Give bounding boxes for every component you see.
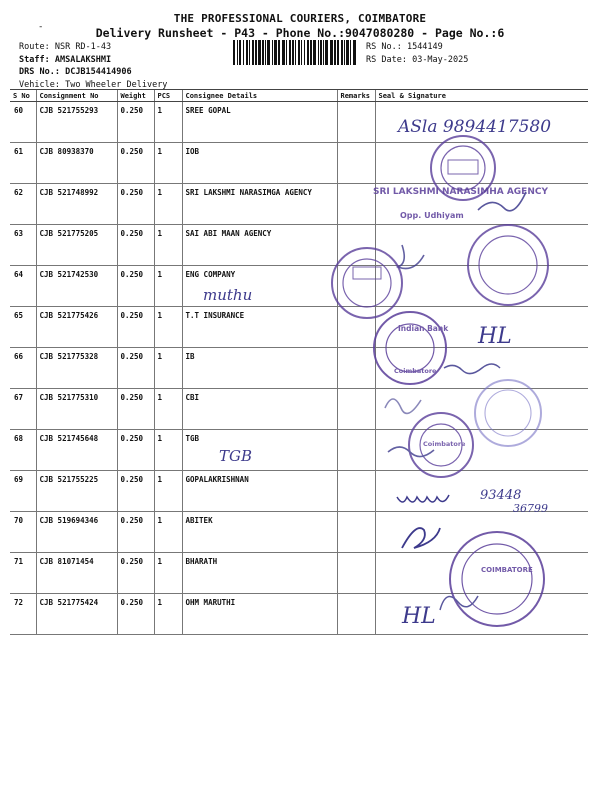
cell-remarks: [337, 389, 375, 430]
cell-weight: 0.250: [117, 266, 154, 307]
cell-sno: 62: [10, 184, 36, 225]
cell-weight: 0.250: [117, 594, 154, 635]
barcode-bar: [304, 40, 305, 65]
cell-consignee: ENG COMPANY: [182, 266, 337, 307]
cell-consignee: ABITEK: [182, 512, 337, 553]
barcode-bar: [325, 40, 328, 65]
table-row: [10, 348, 588, 389]
barcode-bar: [267, 40, 270, 65]
barcode-bar: [353, 40, 356, 65]
header-dash: -: [38, 22, 44, 32]
col-header-seal: Seal & Signature: [375, 90, 588, 102]
stamp62-address: Opp. Udhiyam: [400, 211, 464, 220]
cell-sno: 67: [10, 389, 36, 430]
cell-consignee: SREE GOPAL: [182, 102, 337, 143]
table-body: [10, 102, 588, 635]
cell-seal: [375, 553, 588, 594]
cell-remarks: [337, 348, 375, 389]
cell-weight: 0.250: [117, 553, 154, 594]
table-header-row: [10, 90, 588, 102]
cell-weight: 0.250: [117, 512, 154, 553]
cell-consignment: CJB 521775424: [36, 594, 117, 635]
stamp62-title: SRI LAKSHMI NARASIMHA AGENCY: [373, 187, 548, 197]
cell-pcs: 1: [154, 102, 182, 143]
rs-date-line: [366, 54, 468, 67]
vehicle-label: Vehicle:: [19, 79, 60, 90]
cell-pcs: 1: [154, 512, 182, 553]
table-row: [10, 184, 588, 225]
cell-seal: [375, 184, 588, 225]
cell-consignee: SAI ABI MAAN AGENCY: [182, 225, 337, 266]
table-row: [10, 389, 588, 430]
rs-no-label: RS No.:: [366, 42, 402, 52]
signature-row72: HL: [402, 604, 436, 629]
cell-pcs: 1: [154, 348, 182, 389]
barcode-bar: [310, 40, 312, 65]
cell-consignment: CJB 521775328: [36, 348, 117, 389]
cell-sno: 72: [10, 594, 36, 635]
barcode-bar: [286, 40, 287, 65]
cell-pcs: 1: [154, 225, 182, 266]
table-row: [10, 594, 588, 635]
barcode-bar: [350, 40, 351, 65]
cell-consignee: IOB: [182, 143, 337, 184]
cell-remarks: [337, 102, 375, 143]
runsheet-subtitle: Delivery Runsheet - P43 - Phone No.:9047080280 - Page No.:6: [95, 26, 505, 40]
cell-consignee: TGB: [182, 430, 337, 471]
barcode-bar: [346, 40, 349, 65]
cell-seal: [375, 143, 588, 184]
barcode-bar: [233, 40, 235, 65]
cell-sno: 68: [10, 430, 36, 471]
barcode-bar: [249, 40, 250, 65]
staff-label: Staff:: [19, 54, 50, 65]
col-header-weight: Weight: [117, 90, 154, 102]
cell-consignment: CJB 521745648: [36, 430, 117, 471]
cell-sno: 60: [10, 102, 36, 143]
cell-seal: [375, 307, 588, 348]
cell-sno: 64: [10, 266, 36, 307]
staff-line: [19, 54, 167, 67]
cell-weight: 0.250: [117, 389, 154, 430]
cell-seal: [375, 471, 588, 512]
handwriting-row64: muthu: [203, 286, 253, 304]
barcode-bar: [282, 40, 285, 65]
staff-value: AMSALAKSHMI: [54, 54, 112, 65]
stamp66-city: Coimbatore: [394, 367, 437, 375]
barcode-bar: [307, 40, 309, 65]
runsheet-header: [0, 0, 600, 92]
drs-value: DCJB154414906: [65, 67, 132, 77]
drs-label: DRS No.:: [19, 67, 60, 77]
barcode-bar: [289, 40, 291, 65]
table-row: [10, 225, 588, 266]
company-title: THE PROFESSIONAL COURIERS, COIMBATORE: [173, 12, 427, 25]
barcode-bar: [265, 40, 266, 65]
rs-date-label: RS Date:: [366, 54, 407, 65]
runsheet-meta-right: [366, 41, 468, 66]
barcode-bar: [337, 40, 339, 65]
cell-seal: [375, 430, 588, 471]
cell-consignment: CJB 80938370: [36, 143, 117, 184]
cell-remarks: [337, 225, 375, 266]
signature-row60: ASla 9894417580: [398, 117, 552, 137]
cell-consignee: IB: [182, 348, 337, 389]
cell-remarks: [337, 307, 375, 348]
barcode-bar: [258, 40, 261, 65]
cell-sno: 65: [10, 307, 36, 348]
table-row: [10, 471, 588, 512]
barcode-bar: [274, 40, 277, 65]
barcode-bar: [255, 40, 257, 65]
cell-consignment: CJB 521775426: [36, 307, 117, 348]
runsheet-table: [10, 89, 588, 635]
cell-consignee: OHM MARUTHI: [182, 594, 337, 635]
barcode-bar: [320, 40, 322, 65]
cell-remarks: [337, 266, 375, 307]
cell-remarks: [337, 594, 375, 635]
barcode-bar: [330, 40, 333, 65]
cell-sno: 70: [10, 512, 36, 553]
barcode-bar: [278, 40, 280, 65]
col-header-pcs: PCS: [154, 90, 182, 102]
cell-remarks: [337, 143, 375, 184]
barcode-bar: [252, 40, 254, 65]
table-row: [10, 307, 588, 348]
cell-pcs: 1: [154, 143, 182, 184]
cell-weight: 0.250: [117, 307, 154, 348]
barcode-bar: [341, 40, 343, 65]
cell-sno: 63: [10, 225, 36, 266]
table-row: [10, 102, 588, 143]
barcode-bar: [323, 40, 324, 65]
table-row: [10, 143, 588, 184]
cell-pcs: 1: [154, 307, 182, 348]
handwriting-row69-b: 36799: [513, 502, 548, 515]
cell-weight: 0.250: [117, 184, 154, 225]
barcode-bar: [301, 40, 302, 65]
signature-row65: HL: [478, 324, 512, 349]
cell-consignee: GOPALAKRISHNAN: [182, 471, 337, 512]
handwriting-row68: TGB: [219, 447, 253, 465]
barcode-bar: [246, 40, 248, 65]
cell-weight: 0.250: [117, 471, 154, 512]
barcode-bar: [313, 40, 316, 65]
cell-weight: 0.250: [117, 143, 154, 184]
cell-pcs: 1: [154, 471, 182, 512]
cell-consignee: T.T INSURANCE: [182, 307, 337, 348]
stamp71-city: COIMBATORE: [481, 566, 533, 574]
cell-seal: [375, 102, 588, 143]
cell-consignee: CBI: [182, 389, 337, 430]
cell-remarks: [337, 471, 375, 512]
cell-seal: [375, 266, 588, 307]
cell-seal: [375, 389, 588, 430]
cell-remarks: [337, 553, 375, 594]
cell-consignment: CJB 521775205: [36, 225, 117, 266]
cell-consignment: CJB 519694346: [36, 512, 117, 553]
stamp66-bank: Indian Bank: [398, 324, 449, 333]
barcode-bar: [295, 40, 296, 65]
barcode-bar: [318, 40, 319, 65]
table-row: [10, 430, 588, 471]
cell-weight: 0.250: [117, 102, 154, 143]
route-value: NSR RD-1-43: [54, 42, 112, 52]
cell-weight: 0.250: [117, 348, 154, 389]
barcode-bar: [237, 40, 238, 65]
cell-seal: [375, 594, 588, 635]
cell-remarks: [337, 184, 375, 225]
cell-sno: 61: [10, 143, 36, 184]
rs-no-value: 1544149: [406, 42, 443, 52]
cell-remarks: [337, 430, 375, 471]
cell-consignment: CJB 521775310: [36, 389, 117, 430]
cell-pcs: 1: [154, 184, 182, 225]
cell-pcs: 1: [154, 389, 182, 430]
barcode-bar: [272, 40, 273, 65]
stamp68-city: Coimbatore: [423, 440, 466, 448]
cell-consignment: CJB 521755225: [36, 471, 117, 512]
cell-seal: [375, 512, 588, 553]
route-line: [19, 41, 167, 54]
barcode: [233, 40, 360, 65]
cell-pcs: 1: [154, 553, 182, 594]
cell-pcs: 1: [154, 430, 182, 471]
cell-sno: 66: [10, 348, 36, 389]
cell-pcs: 1: [154, 266, 182, 307]
barcode-bar: [262, 40, 264, 65]
cell-consignee: SRI LAKSHMI NARASIMGA AGENCY: [182, 184, 337, 225]
runsheet-table-wrap: [10, 89, 588, 635]
cell-weight: 0.250: [117, 430, 154, 471]
route-label: Route:: [19, 42, 50, 52]
col-header-remarks: Remarks: [337, 90, 375, 102]
barcode-bar: [239, 40, 241, 65]
rs-no-line: [366, 41, 468, 54]
runsheet-meta-left: [19, 41, 167, 91]
cell-sno: 71: [10, 553, 36, 594]
col-header-sno: S No: [10, 90, 36, 102]
handwriting-row69-a: 93448: [480, 488, 522, 503]
cell-consignment: CJB 81071454: [36, 553, 117, 594]
cell-pcs: 1: [154, 594, 182, 635]
col-header-consignment: Consignment No: [36, 90, 117, 102]
cell-consignment: CJB 521748992: [36, 184, 117, 225]
cell-remarks: [337, 512, 375, 553]
barcode-bar: [344, 40, 345, 65]
cell-consignment: CJB 521742530: [36, 266, 117, 307]
barcode-bar: [243, 40, 244, 65]
table-row: [10, 512, 588, 553]
barcode-bar: [298, 40, 300, 65]
cell-sno: 69: [10, 471, 36, 512]
cell-consignment: CJB 521755293: [36, 102, 117, 143]
barcode-bar: [292, 40, 294, 65]
rs-date-value: 03-May-2025: [412, 54, 469, 65]
barcode-bar: [334, 40, 336, 65]
drs-line: [19, 66, 167, 79]
cell-weight: 0.250: [117, 225, 154, 266]
cell-consignee: BHARATH: [182, 553, 337, 594]
table-row: [10, 266, 588, 307]
cell-seal: [375, 348, 588, 389]
cell-seal: [375, 225, 588, 266]
col-header-consignee: Consignee Details: [182, 90, 337, 102]
table-row: [10, 553, 588, 594]
vehicle-value: Two Wheeler Delivery: [65, 79, 168, 90]
